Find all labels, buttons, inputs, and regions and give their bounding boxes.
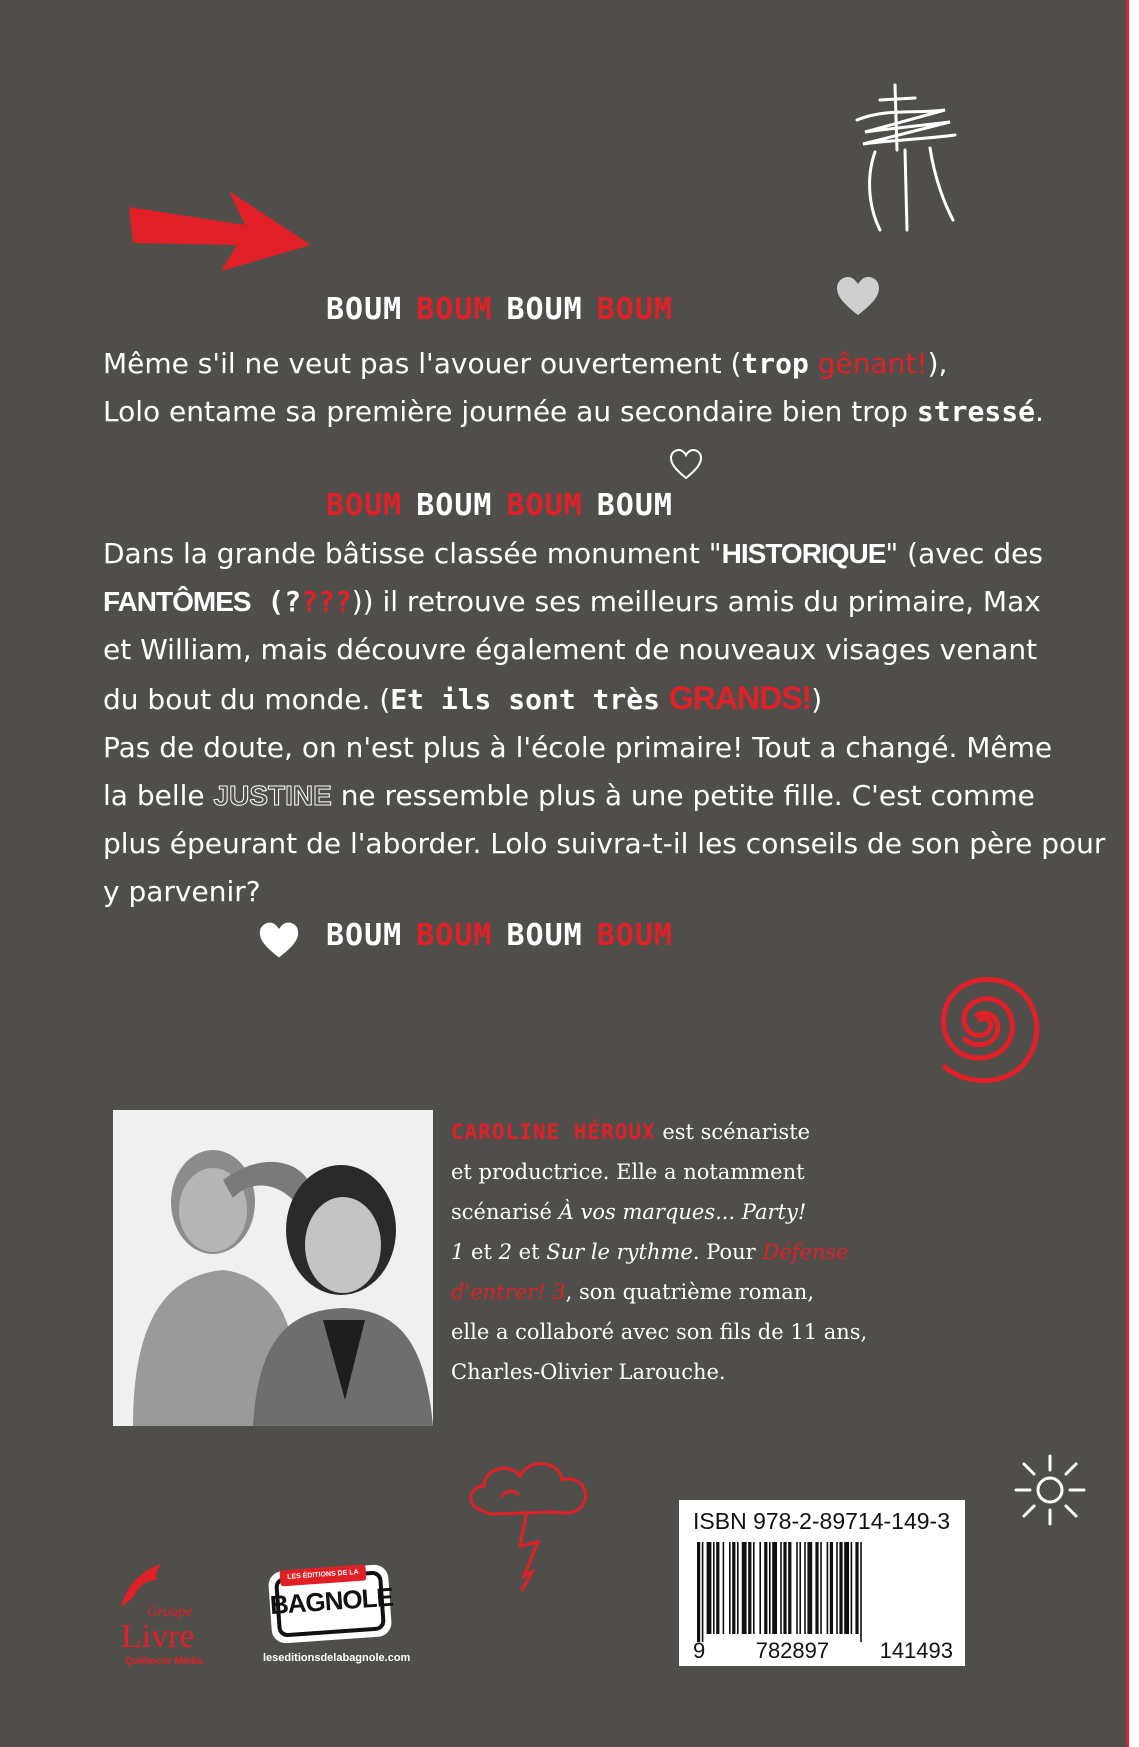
text-line [103,340,1033,388]
bio-line [451,1272,1011,1312]
emphasis-text: JUSTINE [213,780,332,811]
text-line [103,674,1033,724]
isbn-digits [693,1638,953,1664]
barcode-bar [702,1542,704,1642]
emphasis-text: FANTÔMES [103,586,251,617]
publisher-url: leseditionsdelabagnole.com [263,1652,411,1664]
text-line [103,530,1043,578]
emphasis-text: HISTORIQUE [721,538,886,569]
boum-word: BOUM [596,918,673,953]
bagnole-logo [268,1564,393,1644]
digit-group: 782897 [755,1638,830,1663]
text-line [103,388,1044,436]
barcode-bar [764,1542,767,1634]
red-arrow-icon [125,185,315,275]
isbn-label: ISBN 978-2-89714-149-3 [693,1508,950,1534]
text: " (avec des [885,537,1043,570]
logo-text: Groupe [147,1604,193,1620]
barcode-bar [807,1542,812,1634]
boum-word: BOUM [326,918,403,953]
text: et [464,1240,499,1264]
bio-line: Charles-Olivier Larouche. [451,1360,726,1384]
text: Même s'il ne veut pas l'avouer ouvertement ( [103,347,742,380]
barcode-bar [753,1542,755,1634]
bio-line: elle a collaboré avec son fils de 11 ans, [451,1320,868,1344]
author-bio [451,1112,1011,1392]
text: et [511,1240,547,1264]
barcode-bar [836,1542,838,1634]
text: . Pour [692,1240,763,1264]
boum-word: BOUM [596,292,673,327]
bio-line [451,1232,1011,1272]
work-title: À vos marques... Party! [558,1200,807,1224]
boum-line-3 [326,918,687,953]
text: du bout du monde. ( [103,683,391,716]
barcode-bar [759,1542,761,1634]
text: . [1034,395,1044,428]
text-line [103,772,1033,820]
boum-word: BOUM [326,488,403,523]
boum-word: BOUM [506,488,583,523]
barcode-bar [851,1542,853,1634]
barcode-bar [796,1542,798,1634]
book-title: d'entrer! 3 [451,1280,566,1304]
barcode-bar [830,1542,833,1634]
sun-icon [1010,1450,1090,1530]
digit-group: 9 [693,1638,706,1663]
barcode-bar [713,1542,715,1634]
barcode-bar [827,1542,829,1634]
cloud-lightning-icon [462,1450,612,1600]
text-line: y parvenir? [103,875,261,908]
text-line [103,578,1041,626]
boum-word: BOUM [596,488,673,523]
barcode-bar [815,1542,818,1634]
logo-text: BAGNOLE [268,1581,394,1621]
barcode-bar [769,1542,771,1634]
heart-outline-icon [668,447,704,481]
groupe-livre-logo [107,1560,217,1670]
barcode-bar [788,1542,791,1634]
barcode-bar [729,1542,731,1634]
boum-line-2 [326,488,687,523]
heart-icon [835,275,881,317]
boum-word: BOUM [506,918,583,953]
barcode-bar [772,1542,777,1634]
text: Dans la grande bâtisse classée monument " [103,537,722,570]
boum-word: BOUM [326,292,403,327]
barcode-bar [723,1542,725,1634]
scribble-icon [845,80,965,240]
digit-group: 141493 [879,1638,953,1663]
barcode-bar [820,1542,822,1634]
emphasis-text: ??? [301,585,352,618]
work-title: Sur le rythme [546,1240,693,1264]
heart-icon [258,920,300,960]
work-title: 2 [498,1240,512,1264]
bio-line [451,1112,1011,1152]
work-title: 1 [451,1240,465,1264]
text: (? [250,585,302,618]
barcode-bar [804,1542,806,1634]
text-line: et William, mais découvre également de nouveaux visages venant [103,633,1038,666]
text: ), [927,347,948,380]
logo-text: LES ÉDITIONS DE LA [280,1564,367,1586]
boum-word: BOUM [506,292,583,327]
barcode-bar [799,1542,801,1634]
emphasis-text: Et ils sont très [390,683,660,716]
boum-word: BOUM [416,292,493,327]
boum-word: BOUM [416,918,493,953]
text-line: Pas de doute, on n'est plus à l'école primaire! Tout a changé. Même [103,731,1053,764]
emphasis-text: trop [741,347,809,380]
text: )) il retrouve ses meilleurs amis du primaire, Max [351,585,1041,618]
barcode-bar [742,1542,747,1634]
barcode-bar [707,1542,712,1634]
text: ne ressemble plus à une petite fille. C'est comme [340,779,1035,812]
barcode-bar [783,1542,786,1634]
leaf-icon [117,1560,177,1608]
barcode-bars [693,1542,951,1642]
text: Lolo entame sa première journée au secondaire bien trop [103,395,909,428]
barcode-bar [697,1542,700,1642]
red-spiral-icon [905,945,1055,1095]
barcode-bar [780,1542,782,1634]
book-title: Défense [762,1240,849,1264]
text: , son quatrième roman, [565,1280,815,1304]
barcode-bar [737,1542,739,1634]
isbn-barcode [679,1500,965,1666]
text-line: plus épeurant de l'aborder. Lolo suivra-t-il les conseils de son père pour [103,827,1106,860]
text: ) [811,683,823,716]
intro-paragraph [103,340,1044,436]
emphasis-text: stressé [916,395,1035,428]
barcode-bar [716,1542,719,1634]
author-name: CAROLINE HÉROUX [451,1120,656,1144]
logo-text: Québecor Média [125,1656,203,1667]
page-edge [1126,0,1139,1747]
logo-text: Livre [121,1618,195,1655]
barcode-bar [732,1542,735,1634]
boum-word: BOUM [416,488,493,523]
barcode-bar [839,1542,842,1634]
author-photo [113,1110,433,1426]
bio-line [451,1192,1011,1232]
emphasis-text: gênant! [817,347,928,380]
text: scénarisé [451,1200,559,1224]
text: la belle [103,779,205,812]
barcode-bar [860,1542,862,1642]
barcode-bar [855,1542,858,1634]
story-paragraph [103,530,1106,916]
barcode-bar [748,1542,751,1634]
boum-line-1 [326,292,687,327]
bio-line: et productrice. Elle a notamment [451,1160,805,1184]
emphasis-text: GRANDS! [668,680,812,716]
barcode-bar [844,1542,849,1634]
text: est scénariste [655,1120,811,1144]
